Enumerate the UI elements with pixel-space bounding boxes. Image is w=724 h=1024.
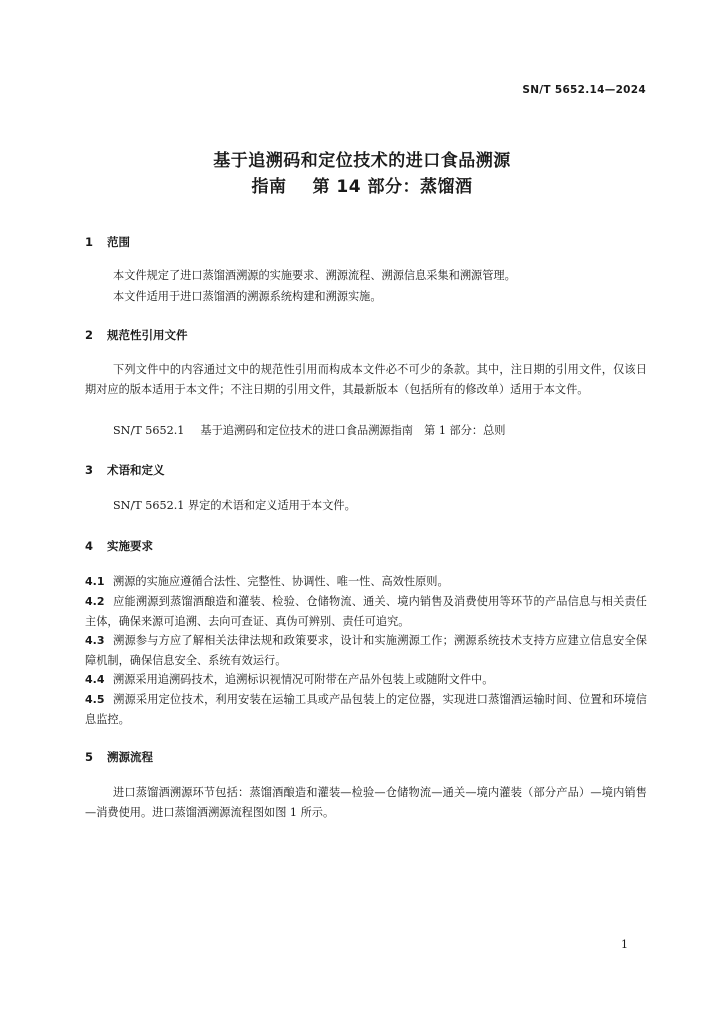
section-4-title: 实施要求 [107,539,153,553]
section-1-para-2: 本文件适用于进口蒸馏酒的溯源系统构建和溯源实施。 [113,290,382,303]
clause-text: 溯源采用定位技术，利用安装在运输工具或产品包装上的定位器，实现进口蒸馏酒运输时间、位置和环境信息监控。 [85,693,647,726]
clause-4-2 [85,592,647,632]
title-part-label: 第 14 部分：蒸馏酒 [312,177,473,197]
section-5-number: 5 [85,750,94,764]
clause-4-5 [85,690,647,730]
normative-reference [113,421,506,441]
title-guide-label: 指南 [251,177,287,197]
clause-number: 4.4 [85,673,105,686]
clause-number: 4.2 [85,595,105,608]
clause-text: 应能溯源到蒸馏酒酿造和灌装、检验、仓储物流、通关、境内销售及消费使用等环节的产品信息与相关责任主体，确保来源可追溯、去向可查证、真伪可辨别、责任可追究。 [85,595,647,628]
section-5-heading [85,749,153,765]
section-1-title: 范围 [107,235,130,249]
clause-number: 4.5 [85,693,105,706]
section-4-number: 4 [85,539,94,553]
clause-4-4 [85,670,647,690]
document-title-line2 [0,172,724,197]
section-3-para: SN/T 5652.1 界定的术语和定义适用于本文件。 [113,499,356,512]
section-4-heading [85,538,153,554]
clause-text: 溯源参与方应了解相关法律法规和政策要求，设计和实施溯源工作；溯源系统技术支持方应建立信息安全保障机制，确保信息安全、系统有效运行。 [85,634,647,667]
section-2-number: 2 [85,328,94,342]
section-1-heading [85,234,130,250]
section-2-heading [85,327,188,343]
page-number: 1 [621,938,628,951]
section-1-number: 1 [85,235,94,249]
reference-title: 基于追溯码和定位技术的进口食品溯源指南 第 1 部分：总则 [200,424,506,437]
clause-number: 4.1 [85,575,105,588]
section-3-heading [85,462,165,478]
standard-code: SN/T 5652.14—2024 [522,84,646,96]
section-3-title: 术语和定义 [107,463,165,477]
reference-code: SN/T 5652.1 [113,424,185,437]
section-2-title: 规范性引用文件 [107,328,188,342]
section-5-para: 进口蒸馏酒溯源环节包括：蒸馏酒酿造和灌装—检验—仓储物流—通关—境内灌装（部分产品）—境内销售—消费使用。进口蒸馏酒溯源流程图如图 1 所示。 [85,786,647,819]
clause-4-3 [85,631,647,671]
section-2-para: 下列文件中的内容通过文中的规范性引用而构成本文件必不可少的条款。其中，注日期的引用文件，仅该日期对应的版本适用于本文件；不注日期的引用文件，其最新版本（包括所有的修改单）适用于本文件。 [85,363,647,396]
section-3-number: 3 [85,463,94,477]
section-5-title: 溯源流程 [107,750,153,764]
clause-4-1 [85,572,647,592]
clause-text: 溯源的实施应遵循合法性、完整性、协调性、唯一性、高效性原则。 [113,575,449,588]
document-title-line1: 基于追溯码和定位技术的进口食品溯源 [213,151,511,171]
clause-number: 4.3 [85,634,105,647]
section-1-para-1: 本文件规定了进口蒸馏酒溯源的实施要求、溯源流程、溯源信息采集和溯源管理。 [113,269,516,282]
clause-text: 溯源采用追溯码技术，追溯标识视情况可附带在产品外包装上或随附文件中。 [113,673,494,686]
